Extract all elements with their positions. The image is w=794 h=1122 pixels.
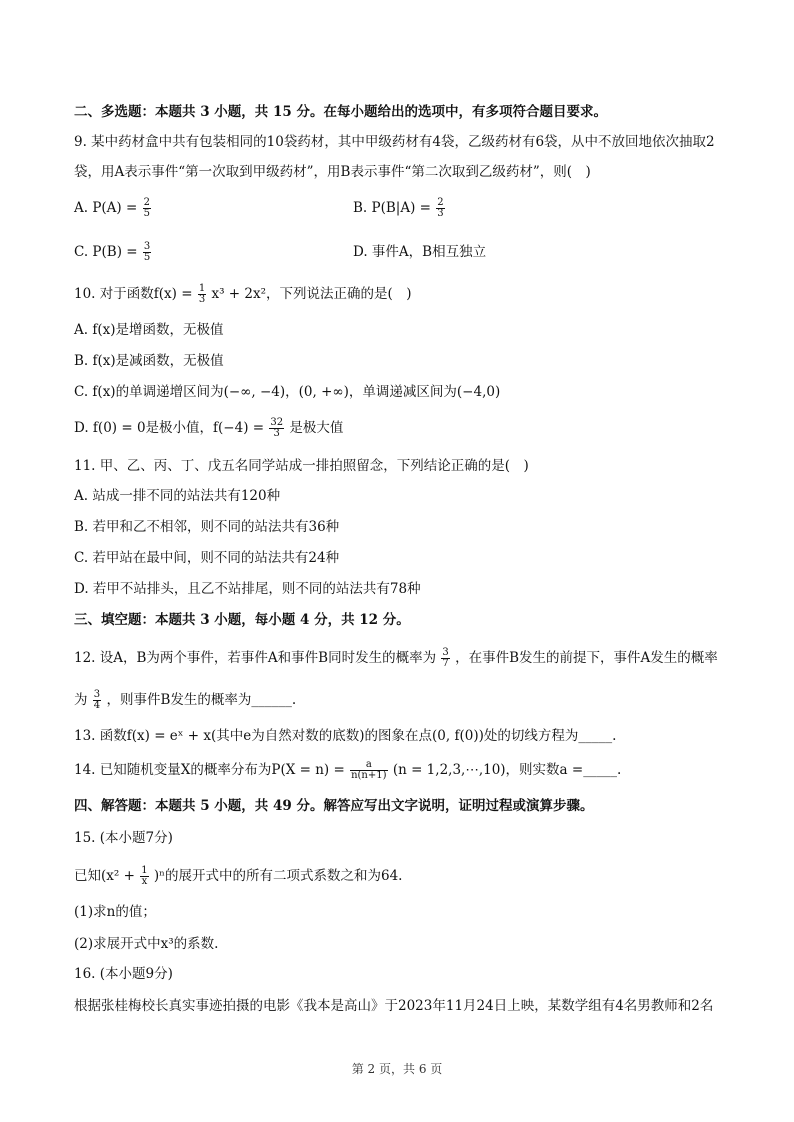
q16-title: 16. (本小题9分) [74,966,173,982]
q9-option-d: D. 事件A，B相互独立 [353,244,487,260]
q9-option-b: B. P(B|A) = $\frac{2}{3}$ [353,197,444,219]
q10-option-c: C. f(x)的单调递增区间为(−∞, −4)，(0, +∞)，单调递减区间为(−4,0) [74,384,501,400]
fraction: $\frac{2}{3}$ [437,197,444,219]
fraction: $\frac{3}{7}$ [442,647,449,669]
fraction: $\frac{2}{5}$ [143,197,150,219]
fraction: $\frac{3}{5}$ [143,241,151,263]
q14-stem: 14. 已知随机变量X的概率分布为P(X = n) = $\frac{a}{n(n+1)}$ (n = 1,2,3,⋯,10)，则实数a =_____. [74,759,622,781]
q12-stem-line2: 为 $\frac{3}{4}$ ，则事件B发生的概率为______. [74,689,297,711]
q12-stem-line1: 12. 设A，B为两个事件，若事件A和事件B同时发生的概率为 $\frac{3}{7}$ ，在事件B发生的前提下，事件A发生的概率 [74,647,718,669]
q15-stem: 已知(x² + $\frac{1}{x}$ )ⁿ的展开式中的所有二项式系数之和为64. [74,865,403,887]
q11-option-c: C. 若甲站在最中间，则不同的站法共有24种 [74,550,340,566]
section3-header: 三、填空题：本题共 3 小题，每小题 4 分，共 12 分。 [74,612,410,628]
q15-part1: (1)求n的值； [74,904,156,920]
q15-title: 15. (本小题7分) [74,830,173,846]
q9-stem-line1: 9. 某中药材盒中共有包装相同的10袋药材，其中甲级药材有4袋，乙级药材有6袋，从中不放回地依次抽取2 [74,134,715,150]
q9-stem-line2: 袋，用A表示事件“第一次取到甲级药材”，用B表示事件“第二次取到乙级药材”，则( ) [74,164,591,180]
q16-stem-line1: 根据张桂梅校长真实事迹拍摄的电影《我本是高山》于2023年11月24日上映，某数学组有4名男教师和2名 [74,998,714,1014]
q10-option-a: A. f(x)是增函数，无极值 [74,322,224,338]
fraction: $\frac{1}{3}$ [198,283,206,305]
q10-option-d: D. f(0) = 0是极小值，f(−4) = $\frac{32}{3}$ 是极大值 [74,417,344,439]
q11-option-a: A. 站成一排不同的站法共有120种 [74,488,281,504]
q9-option-c: C. P(B) = $\frac{3}{5}$ [74,241,151,263]
q11-stem: 11. 甲、乙、丙、丁、戊五名同学站成一排拍照留念，下列结论正确的是( ) [74,458,529,474]
page-footer: 第 2 页，共 6 页 [351,1062,443,1076]
fraction: $\frac{32}{3}$ [270,417,284,439]
q10-stem: 10. 对于函数f(x) = $\frac{1}{3}$ x³ + 2x²，下列说法正确的是( ) [74,283,412,305]
section2-header: 二、多选题：本题共 3 小题，共 15 分。在每小题给出的选项中，有多项符合题目要求。 [74,104,607,120]
q11-option-b: B. 若甲和乙不相邻，则不同的站法共有36种 [74,519,340,535]
q15-part2: (2)求展开式中x³的系数. [74,936,219,952]
fraction: $\frac{3}{4}$ [93,689,101,711]
q9-option-a: A. P(A) = $\frac{2}{5}$ [74,197,150,219]
q13-stem: 13. 函数f(x) = eˣ + x(其中e为自然对数的底数)的图象在点(0, f(0))处的切线方程为_____. [74,728,617,744]
section4-header: 四、解答题：本题共 5 小题，共 49 分。解答应写出文字说明，证明过程或演算步骤。 [74,798,594,814]
q11-option-d: D. 若甲不站排头，且乙不站排尾，则不同的站法共有78种 [74,581,421,597]
fraction: $\frac{a}{n(n+1)}$ [351,759,387,781]
fraction: $\frac{1}{x}$ [141,865,148,887]
q10-option-b: B. f(x)是减函数，无极值 [74,353,224,369]
